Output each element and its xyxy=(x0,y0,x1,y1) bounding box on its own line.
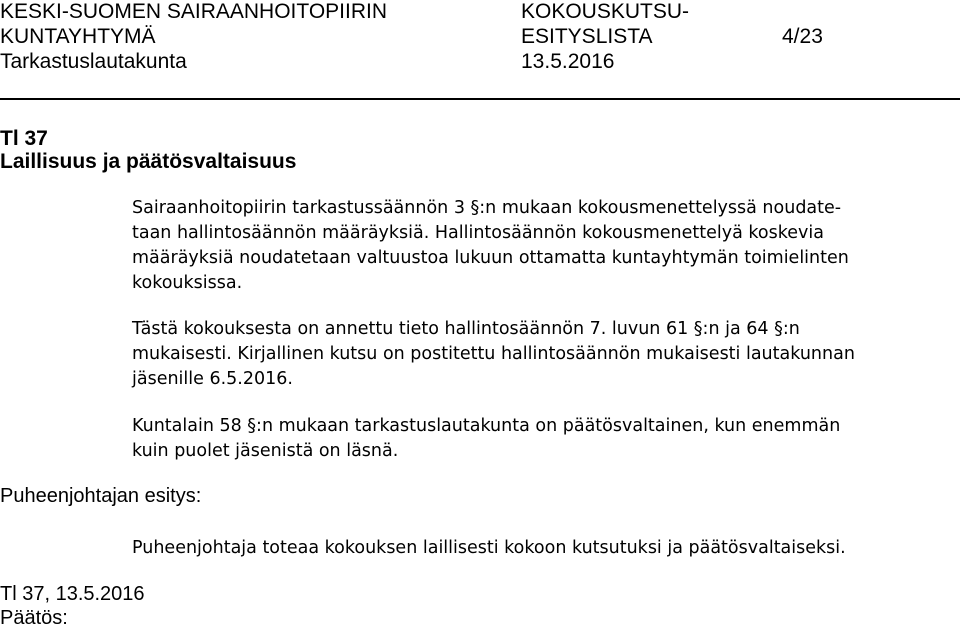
paragraph-line: määräyksiä noudatetaan valtuustoa lukuun ottamatta kuntayhtymän toimielinten xyxy=(132,248,849,268)
paragraph-line: Kuntalain 58 §:n mukaan tarkastuslautakunta on päätösvaltainen, kun enemmän xyxy=(132,416,841,436)
paragraph-line: taan hallintosäännön määräyksiä. Hallintosäännön kokousmenettelyä koskevia xyxy=(132,223,824,243)
org-name-line2: KUNTAYHTYMÄ xyxy=(0,25,156,48)
header-divider xyxy=(0,98,960,100)
doc-type-line2: ESITYSLISTA xyxy=(521,25,653,48)
page-number: 4/23 xyxy=(782,25,823,48)
paragraph-line: Tästä kokouksesta on annettu tieto hallintosäännön 7. luvun 61 §:n ja 64 §:n xyxy=(132,319,800,339)
meeting-date: 13.5.2016 xyxy=(521,50,615,73)
paragraph-line: mukaisesti. Kirjallinen kutsu on postitettu hallintosäännön mukaisesti lautakunnan xyxy=(132,344,855,364)
section-id: Tl 37 xyxy=(0,127,48,150)
org-name-line1: KESKI-SUOMEN SAIRAANHOITOPIIRIN xyxy=(0,0,388,23)
paragraph-line: jäsenille 6.5.2016. xyxy=(132,369,293,389)
decision-label: Päätös: xyxy=(0,607,68,629)
decision-ref: Tl 37, 13.5.2016 xyxy=(0,583,145,605)
paragraph-line: kokouksissa. xyxy=(132,273,243,293)
proposal-text: Puheenjohtaja toteaa kokouksen laillisesti kokoon kutsutuksi ja päätösvaltaiseksi. xyxy=(132,538,846,558)
section-title: Laillisuus ja päätösvaltaisuus xyxy=(0,150,297,173)
proposal-label: Puheenjohtajan esitys: xyxy=(0,485,202,507)
doc-type-line1: KOKOUSKUTSU- xyxy=(521,0,690,23)
board-name: Tarkastuslautakunta xyxy=(0,50,187,73)
paragraph-line: Sairaanhoitopiirin tarkastussäännön 3 §:n mukaan kokousmenettelyssä noudate- xyxy=(132,198,842,218)
paragraph-line: kuin puolet jäsenistä on läsnä. xyxy=(132,441,399,461)
